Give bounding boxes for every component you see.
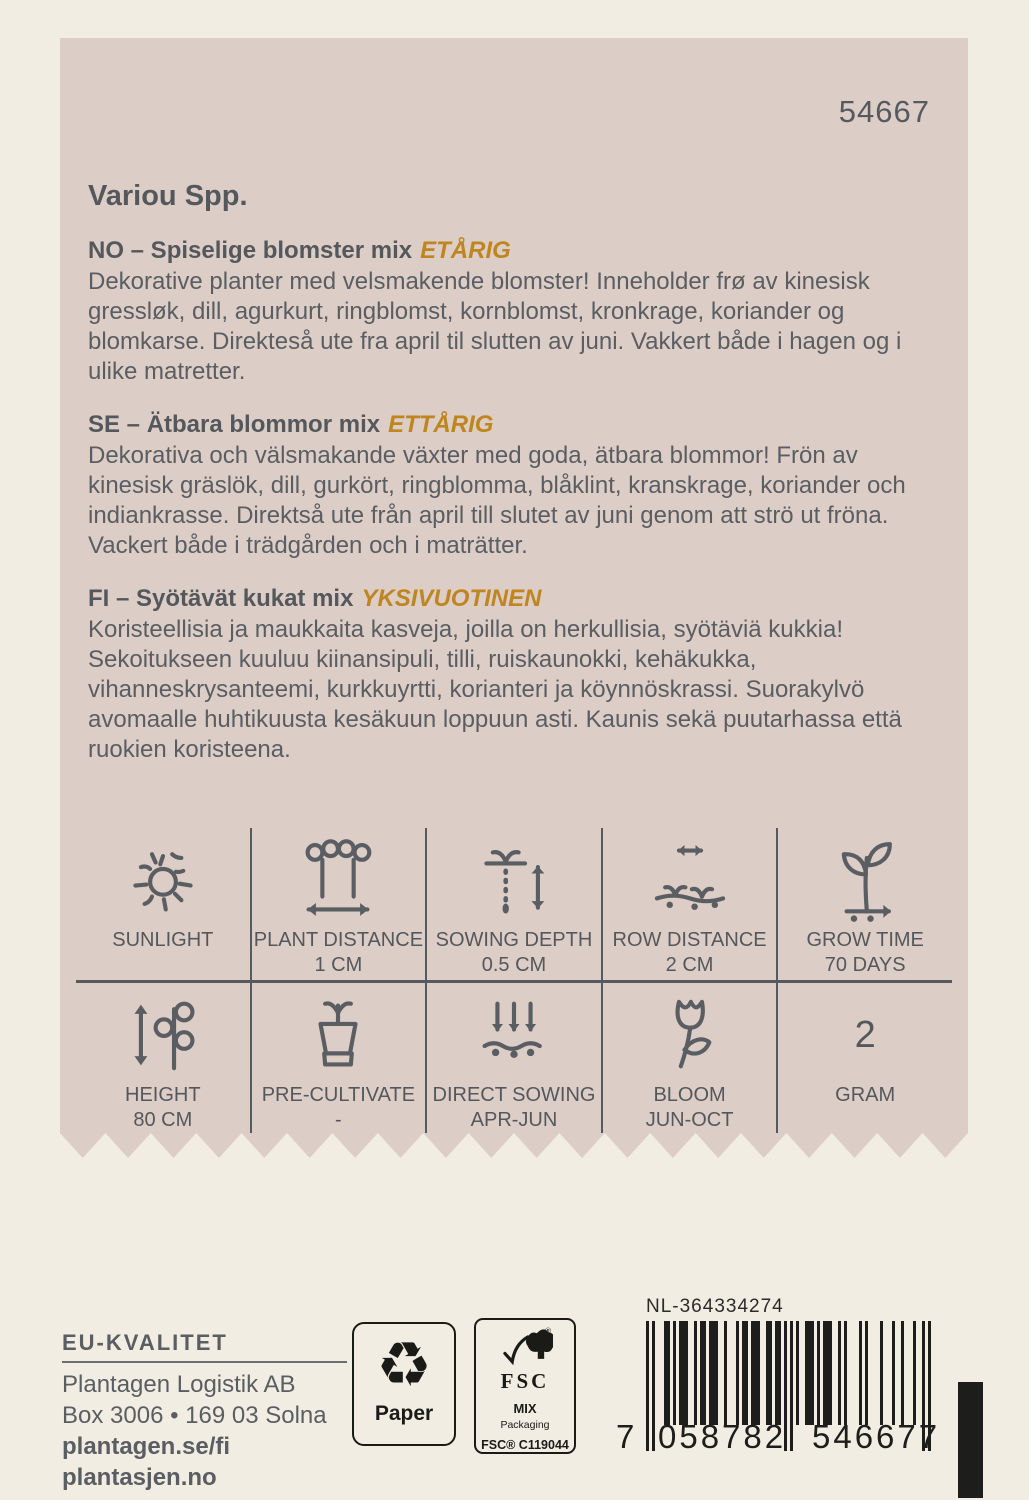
gram-amount: 2 (854, 1013, 876, 1056)
section-body: Dekorativa och välsmakande växter med goda, ätbara blommor! Frön av kinesisk gräslök, dill, gurkört, ringblomma, blåklint, kranskrage, koriander och indiankrasse. Direktså ute från april till slutet av juni genom att strö ut fröna. Vackert både i trädgården och i maträtter. (88, 442, 906, 559)
pre-cultivate-icon (292, 987, 384, 1083)
section-heading-text: FI – Syötävät kukat mix (88, 585, 354, 612)
section-body: Dekorative planter med velsmakende blomster! Inneholder frø av kinesisk gressløk, dill, agurkurt, ringblomst, kornblomst, kronkrage, koriander og blomkarse. Direkteså ute fra april til slutten av juni. Vakkert både i hagen og i ulike matretter. (88, 268, 902, 385)
section-heading-text: NO – Spiselige blomster mix (88, 237, 413, 264)
company-address: Box 3006 • 169 03 Solna (62, 1402, 327, 1429)
annual-tag: ETTÅRIG (388, 411, 494, 438)
fsc-certification-mark (474, 1318, 576, 1454)
spec-weight (776, 983, 952, 1135)
row-distance-icon (644, 832, 736, 928)
grow-time-icon (819, 832, 911, 928)
spec-label: PLANT DISTANCE (253, 929, 424, 951)
spec-value: 1 CM (314, 954, 363, 976)
barcode-digits (616, 1416, 941, 1456)
spec-row-2 (76, 980, 952, 1135)
print-registration-mark (958, 1382, 983, 1498)
spec-label: SOWING DEPTH (435, 929, 593, 951)
spec-value: APR-JUN (470, 1109, 558, 1131)
gram-number (855, 987, 876, 1083)
ean-barcode (616, 1321, 941, 1455)
spec-value: 0.5 CM (481, 954, 547, 976)
website-no: plantasjen.no (62, 1464, 217, 1491)
spec-label: DIRECT SOWING (432, 1084, 596, 1106)
spec-value: - (335, 1109, 342, 1131)
fsc-packaging-label: Packaging (500, 1419, 550, 1431)
quality-label: EU-KVALITET (62, 1330, 347, 1363)
barcode-digit-group: 546677 (812, 1418, 941, 1455)
direct-sowing-icon (468, 987, 560, 1083)
spec-sunlight (76, 828, 250, 980)
registered-symbol: ® (545, 1326, 552, 1336)
company-name: Plantagen Logistik AB (62, 1371, 296, 1398)
spec-text (254, 928, 423, 980)
annual-tag: ETÅRIG (420, 237, 511, 264)
bloom-icon (644, 987, 736, 1083)
spec-label: GRAM (835, 1084, 896, 1106)
lot-number: NL-364334274 (646, 1296, 784, 1317)
distributor-block (62, 1330, 347, 1493)
spec-label: PRE-CULTIVATE (261, 1084, 416, 1106)
spec-grow-time (776, 828, 952, 980)
spec-row-1 (76, 828, 952, 980)
fsc-license-code: FSC® C119044 (481, 1438, 569, 1452)
section-heading (88, 237, 940, 265)
section-norwegian (88, 237, 940, 387)
spec-sowing-depth (425, 828, 601, 980)
info-panel (60, 38, 968, 1133)
panel-content (88, 166, 940, 789)
section-heading (88, 585, 940, 613)
spec-text (806, 928, 923, 980)
page-title: Variou Spp. (88, 180, 248, 212)
spec-text (125, 1083, 201, 1135)
spec-row-distance (601, 828, 777, 980)
fsc-tree-check-icon (497, 1326, 553, 1368)
barcode-digit-group: 7 (616, 1418, 635, 1455)
spec-plant-distance (250, 828, 426, 980)
spec-label: BLOOM (653, 1084, 726, 1106)
product-code: 54667 (838, 94, 930, 129)
sowing-depth-icon (468, 832, 560, 928)
barcode-digit-group: 058782 (658, 1418, 787, 1455)
plant-distance-icon (292, 832, 384, 928)
section-swedish (88, 411, 940, 561)
panel-zigzag-edge (60, 1133, 968, 1158)
section-heading (88, 411, 940, 439)
spec-text (112, 928, 213, 980)
spec-height (76, 983, 250, 1135)
section-body: Koristeellisia ja maukkaita kasveja, joilla on herkullisia, syötäviä kukkia! Sekoitukseen kuuluu kiinansipuli, tilli, ruiskaunokki, kehäkukka, vihanneskrysanteemi, kurkkuyrtti, korianteri ja köynnöskrassi. Suorakylvö avomaalle huhtikuusta kesäkuun loppuun asti. Kaunis sekä puutarhassa että ruokien koristeena. (88, 616, 902, 763)
spec-label: SUNLIGHT (112, 929, 214, 951)
annual-tag: YKSIVUOTINEN (361, 585, 542, 612)
fsc-mix-label: MIX (513, 1401, 537, 1416)
sun-icon (117, 832, 209, 928)
website-se: plantagen.se/fi (62, 1433, 231, 1460)
height-icon (117, 987, 209, 1083)
spec-text (436, 928, 593, 980)
spec-text (835, 1083, 895, 1135)
spec-value: 80 CM (133, 1109, 193, 1131)
spec-grid (60, 828, 968, 1135)
section-heading-text: SE – Ätbara blommor mix (88, 411, 381, 438)
spec-text (433, 1083, 596, 1135)
section-finnish (88, 585, 940, 765)
spec-text (613, 928, 767, 980)
paper-recycling-mark (352, 1322, 456, 1446)
recycling-icon: ♻ (376, 1331, 432, 1400)
spec-label: GROW TIME (806, 929, 924, 951)
spec-text (646, 1083, 734, 1135)
spec-value: JUN-OCT (645, 1109, 734, 1131)
spec-label: HEIGHT (125, 1084, 201, 1106)
spec-direct-sowing (425, 983, 601, 1135)
barcode-block (616, 1296, 941, 1455)
spec-text (262, 1083, 415, 1135)
fsc-brand: FSC (500, 1369, 550, 1393)
spec-pre-cultivate (250, 983, 426, 1135)
paper-label: Paper (374, 1402, 434, 1425)
spec-value: 2 CM (665, 954, 714, 976)
spec-bloom (601, 983, 777, 1135)
spec-value: 70 DAYS (824, 954, 906, 976)
spec-label: ROW DISTANCE (612, 929, 767, 951)
